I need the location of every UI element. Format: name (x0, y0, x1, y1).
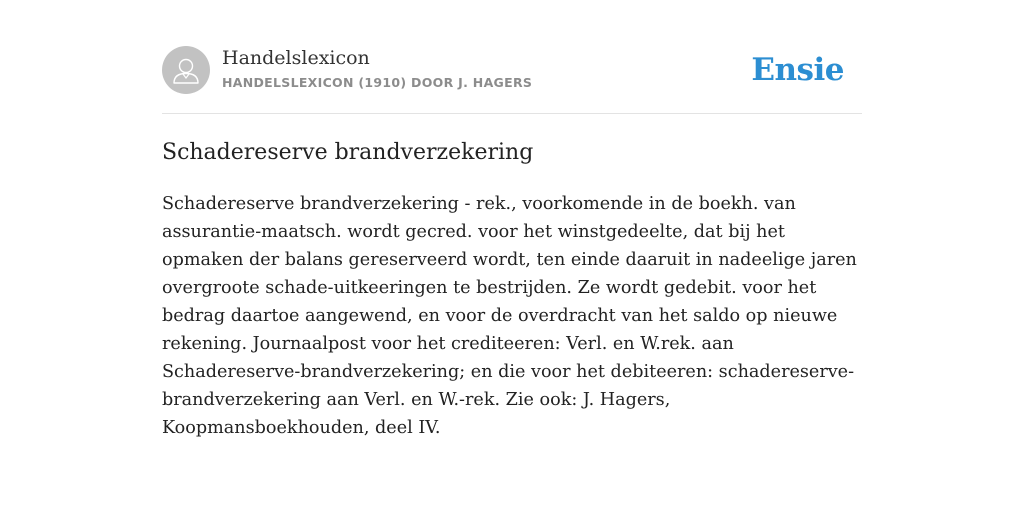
divider (162, 113, 862, 114)
avatar[interactable] (162, 46, 210, 94)
article-body: Schadereserve brandverzekering - rek., voorkomende in de boekh. van assurantie-maatsch. wordt gecred. voor het winstgedeelte, dat bij het opmaken der balans gereserveerd wordt, ten einde daaruit in nadeelige jaren overgroote schade-uitkeeringen te bestrijden. Ze wordt gedebit. voor het bedrag daartoe aangewend, en voor de overdracht van het saldo op nieuwe rekening. Journaalpost voor het crediteeren: Verl. en W.rek. aan Schadereserve-brandverzekering; en die voor het debiteeren: schadereserve-brandverzekering aan Verl. en W.-rek. Zie ook: J. Hagers, Koopmansboekhouden, deel IV. (162, 194, 857, 438)
source-subtitle[interactable]: HANDELSLEXICON (1910) DOOR J. HAGERS (222, 75, 533, 90)
article-title: Schadereserve brandverzekering (162, 140, 534, 165)
source-header (162, 46, 862, 96)
brand-logo[interactable]: Ensie (751, 52, 844, 88)
source-name[interactable]: Handelslexicon (222, 47, 370, 69)
user-avatar-icon (162, 46, 210, 94)
